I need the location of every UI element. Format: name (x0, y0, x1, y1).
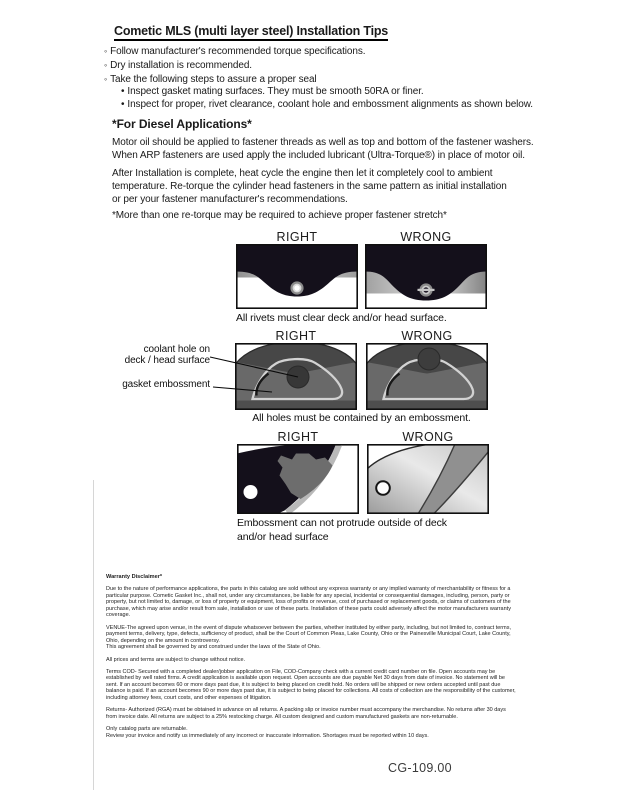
wrong-label: WRONG (401, 329, 453, 343)
warranty-paragraph: Terms COD- Secured with a completed dealer/jobber application on File, COD-Company check with a current credit card number on file. Open accounts may be established by well rated firms. A credit application is available upon request. Open accounts are due payable Net 30 days from date of invoice. No statement will be sent. If an account becomes 60 or more days past due, it is subject to being placed on credit hold. No orders will be shipped or new orders accepted until past due balance is paid. If an account becomes 90 or more days past due, it is subject to being placed for collections. All costs of collection are the responsibility of the customer, including attorney fees, court costs, and other expenses of litigation. (106, 668, 516, 701)
text-line: temperature. Re-torque the cylinder head fasteners in the same pattern as initial installation (112, 181, 507, 193)
embossment-wrong-diagram (367, 444, 489, 514)
row1-caption: All rivets must clear deck and/or head surface. (236, 312, 447, 324)
callout-leader-lines (206, 350, 326, 400)
installation-tips-list (104, 45, 533, 112)
callout-line: coolant hole on (143, 344, 210, 355)
right-label: RIGHT (277, 430, 319, 444)
right-label: RIGHT (275, 329, 317, 343)
warranty-heading: Warranty Disclaimer* (106, 574, 163, 580)
tip-sub-item: • Inspect for proper, rivet clearance, coolant hole and embossment alignments as shown below. (104, 99, 533, 112)
callout-line: gasket embossment (122, 379, 210, 390)
diesel-paragraph-1 (112, 136, 534, 162)
page-edge-scan-line (93, 480, 94, 790)
rivet-clearance-right-diagram (236, 244, 358, 309)
coolant-hole-wrong-diagram (366, 343, 488, 410)
warranty-paragraph: Only catalog parts are returnable. (106, 726, 188, 733)
text-line: *More than one re-torque may be required to achieve proper fastener stretch* (112, 210, 447, 221)
text-line: After Installation is complete, heat cycle the engine then let it completely cool to ambient (112, 168, 493, 179)
row3-caption (237, 517, 447, 544)
diesel-applications-heading: *For Diesel Applications* (112, 117, 252, 131)
callout-line: deck / head surface (124, 354, 210, 366)
warranty-paragraph: Review your invoice and notify us immediately of any incorrect or inaccurate information. Shortages must be reported within 10 days. (106, 732, 429, 739)
tip-item: ◦ Take the following steps to assure a proper seal (104, 73, 533, 87)
warranty-paragraph: All prices and terms are subject to change without notice. (106, 656, 246, 663)
diesel-paragraph-2 (112, 167, 507, 207)
gasket-embossment-callout (120, 380, 210, 391)
embossment-right-diagram (237, 444, 359, 514)
tip-sub-item: • Inspect gasket mating surfaces. They must be smooth 50RA or finer. (104, 86, 533, 99)
wrong-label: WRONG (400, 230, 452, 244)
wrong-label: WRONG (402, 430, 454, 444)
warranty-disclaimer (106, 574, 516, 739)
page-code: CG-109.00 (388, 761, 452, 775)
row2-caption: All holes must be contained by an embossment. (252, 412, 471, 424)
warranty-paragraph: Returns- Authorized (RGA) must be obtained in advance on all returns. A packing slip or invoice number must accompany the merchandise. No returns after 30 days from invoice date. All returns are subject to a 25% restocking charge. All custom designed and custom manufactured gaskets are non-returnable. (106, 707, 506, 720)
warranty-paragraph: Due to the nature of performance applications, the parts in this catalog are sold without any express warranty or any implied warranty of merchantability or fitness for a particular purpose. Cometic Gasket Inc., shall not, under any circumstances, be liable for any special, incidental or consequential damages, including, person, party or property, but not limited to, damage, or loss of property or equipment, loss of profits or revenue, cost of purchased or replacement goods, or claims of customers of the purchase, which may arise and/or result from sale, installation or use of these parts. Installation of these parts could adversely affect the motor manufacturers warranty coverage. (106, 586, 511, 619)
caption-line: Embossment can not protrude outside of deck (237, 517, 447, 529)
text-line: Motor oil should be applied to fastener threads as well as top and bottom of the fastener washers. (112, 137, 534, 148)
retorque-note (112, 209, 447, 222)
warranty-paragraph: VENUE-The agreed upon venue, in the event of dispute whatsoever between the parties, whether instituted by either party, including, but not limited to, contract terms, payment terms, delivery, type, defects, sufficiency of product, shall be the Court of Common Pleas, Lake County, Ohio or the Painesville Municipal Court, Lake County, Ohio, depending on the amount in controversy. (106, 624, 511, 644)
text-line: When ARP fasteners are used apply the included lubricant (Ultra-Torque®) in place of motor oil. (112, 150, 525, 162)
text-line: or per your fastener manufacturer's recommendations. (112, 194, 348, 206)
right-label: RIGHT (276, 230, 318, 244)
tip-item: ◦ Follow manufacturer's recommended torque specifications. (104, 45, 533, 59)
warranty-paragraph: This agreement shall be governed by and construed under the laws of the State of Ohio. (106, 644, 321, 651)
rivet-clearance-wrong-diagram (365, 244, 487, 309)
tip-item: ◦ Dry installation is recommended. (104, 59, 533, 73)
page-title: Cometic MLS (multi layer steel) Installation Tips (114, 24, 388, 41)
coolant-hole-callout (118, 345, 210, 367)
caption-line: and/or head surface (237, 530, 329, 543)
